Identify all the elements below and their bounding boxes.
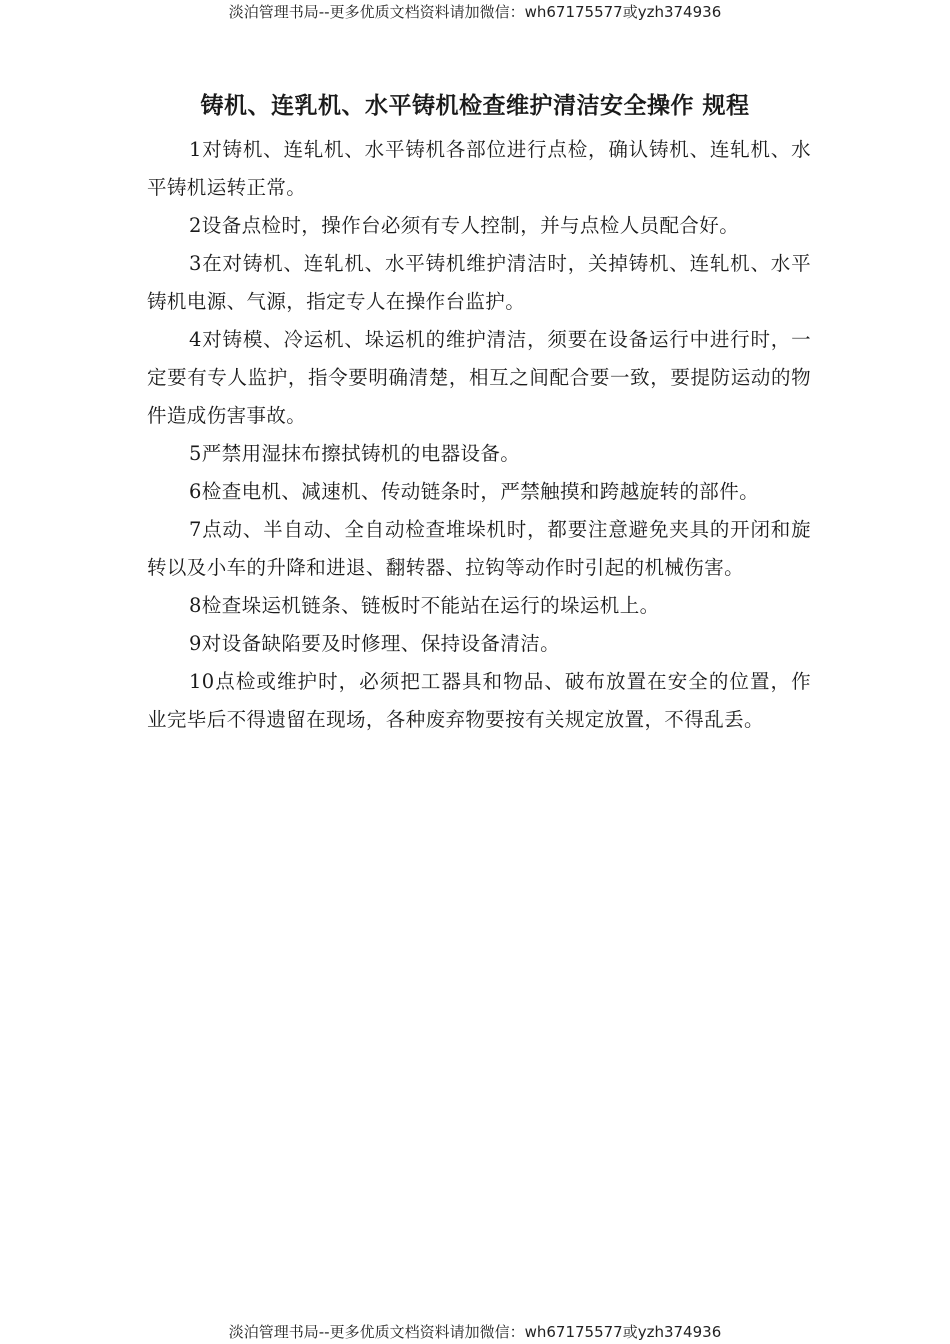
- paragraph-7: 7点动、半自动、全自动检查堆垛机时，都要注意避免夹具的开闭和旋转以及小车的升降和进退、翻转器、拉钩等动作时引起的机械伤害。: [147, 518, 811, 579]
- paragraph-4: 4对铸模、冷运机、垛运机的维护清洁，须要在设备运行中进行时，一定要有专人监护，指令要明确清楚，相互之间配合要一致，要提防运动的物件造成伤害事故。: [147, 328, 811, 427]
- document-title: 铸机、连乳机、水平铸机检查维护清洁安全操作 规程: [200, 93, 750, 119]
- paragraph-10: 10点检或维护时，必须把工器具和物品、破布放置在安全的位置，作业完毕后不得遗留在现场，各种废弃物要按有关规定放置，不得乱丢。: [147, 670, 811, 731]
- footer-watermark-text: 淡泊管理书局--更多优质文档资料请加微信：wh67175577或yzh374936: [228, 1323, 722, 1341]
- paragraph-9: 9对设备缺陷要及时修理、保持设备清洁。: [189, 632, 561, 655]
- paragraph-2: 2设备点检时，操作台必须有专人控制，并与点检人员配合好。: [189, 214, 740, 237]
- paragraph-6: 6检查电机、减速机、传动链条时，严禁触摸和跨越旋转的部件。: [189, 480, 760, 503]
- paragraph-1: 1对铸机、连轧机、水平铸机各部位进行点检，确认铸机、连轧机、水平铸机运转正常。: [147, 138, 811, 199]
- paragraph-5: 5严禁用湿抹布擦拭铸机的电器设备。: [189, 442, 521, 465]
- paragraph-8: 8检查垛运机链条、链板时不能站在运行的垛运机上。: [189, 594, 660, 617]
- header-watermark-text: 淡泊管理书局--更多优质文档资料请加微信：wh67175577或yzh374936: [228, 3, 722, 21]
- paragraph-3: 3在对铸机、连轧机、水平铸机维护清洁时，关掉铸机、连轧机、水平铸机电源、气源，指定专人在操作台监护。: [147, 252, 811, 313]
- document-body: [147, 131, 811, 739]
